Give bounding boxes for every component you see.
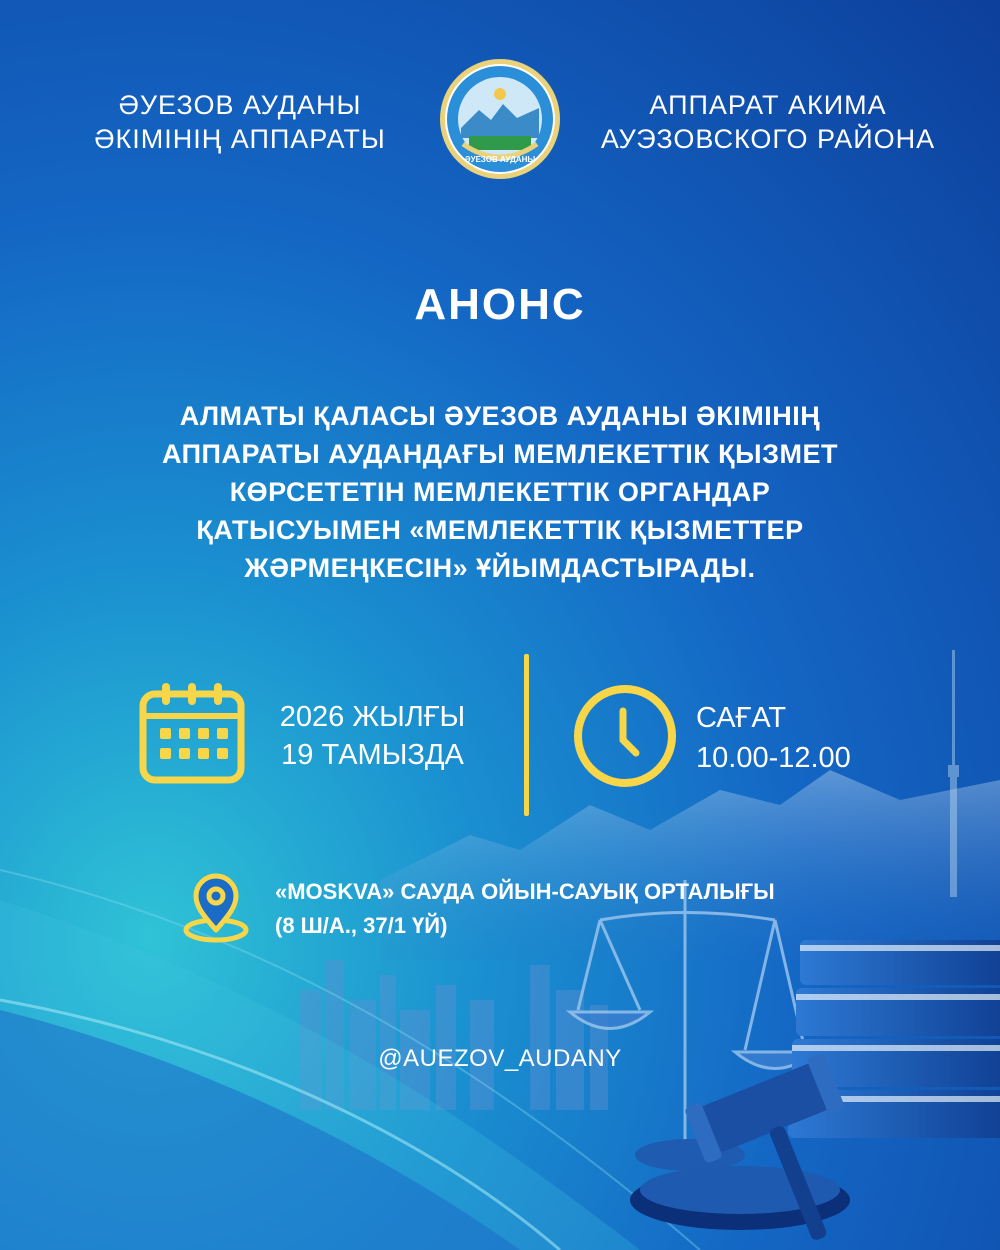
event-time [696, 698, 896, 778]
event-location [275, 875, 915, 943]
header-left-line2: ӘКІМІНІҢ АППАРАТЫ [94, 124, 386, 154]
body-line-5: ЖӘРМЕҢКЕСІН» ҰЙЫМДАСТЫРАДЫ. [244, 553, 756, 583]
date-line1: 2026 ЖЫЛҒЫ [279, 701, 466, 733]
calendar-icon [138, 680, 246, 784]
header-kazakh [60, 88, 420, 156]
district-emblem-icon [439, 58, 561, 180]
location-pin-icon [182, 872, 250, 944]
announcement-body [100, 397, 900, 587]
header-left-line1: ӘУЕЗОВ АУДАНЫ [118, 90, 362, 120]
header-russian [588, 88, 948, 156]
time-line2: 10.00-12.00 [696, 742, 851, 774]
page-title: АНОНС [414, 280, 586, 329]
body-line-2: АППАРАТЫ АУДАНДАҒЫ МЕМЛЕКЕТТІК ҚЫЗМЕТ [162, 439, 838, 469]
time-line1: САҒАТ [696, 702, 787, 734]
header-right-line1: АППАРАТ АКИМА [649, 90, 887, 120]
location-line2: (8 Ш/А., 37/1 ҮЙ) [275, 913, 448, 938]
body-line-4: ҚАТЫСУЫМЕН «МЕМЛЕКЕТТІК ҚЫЗМЕТТЕР [196, 515, 804, 545]
date-time-divider [524, 654, 529, 816]
svg-text:ӘУЕЗОВ АУДАНЫ: ӘУЕЗОВ АУДАНЫ [464, 155, 536, 164]
clock-icon [572, 683, 678, 789]
event-date [255, 698, 490, 774]
social-handle: @AUEZOV_AUDANY [378, 1045, 622, 1072]
location-line1: «MOSKVA» САУДА ОЙЫН-САУЫҚ ОРТАЛЫҒЫ [275, 879, 775, 904]
header-right-line2: АУЭЗОВСКОГО РАЙОНА [600, 124, 936, 154]
body-line-3: КӨРСЕТЕТІН МЕМЛЕКЕТТІК ОРГАНДАР [229, 477, 771, 507]
date-line2: 19 ТАМЫЗДА [281, 739, 464, 771]
body-line-1: АЛМАТЫ ҚАЛАСЫ ӘУЕЗОВ АУДАНЫ ӘКІМІНІҢ [179, 401, 821, 431]
